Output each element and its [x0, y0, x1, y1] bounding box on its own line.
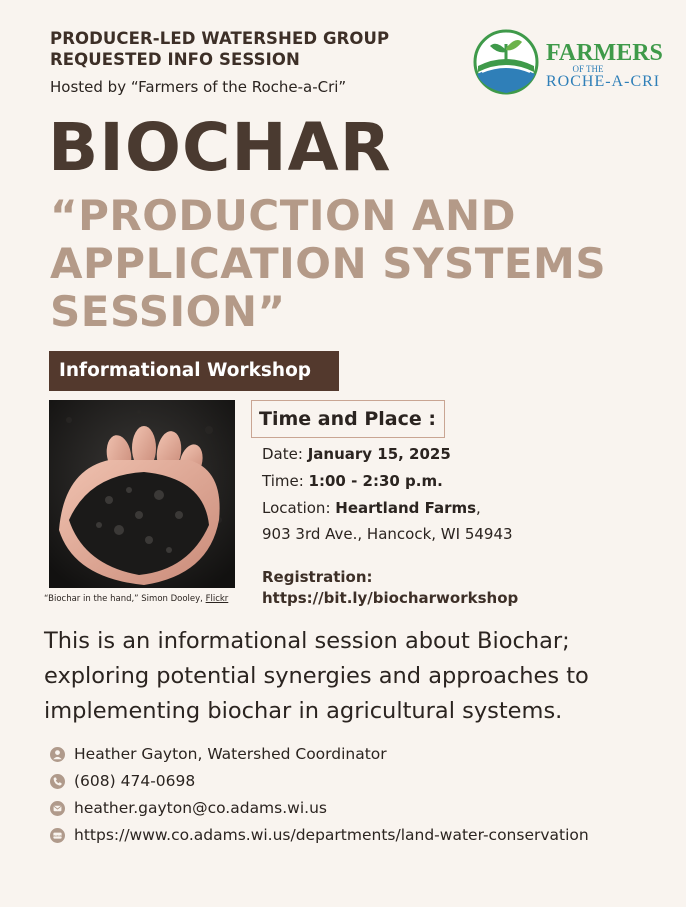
organizer-line-2: REQUESTED INFO SESSION [50, 50, 300, 69]
subtitle-line-2: APPLICATION SYSTEMS [50, 239, 607, 288]
date-line [262, 445, 451, 463]
time-place-heading: Time and Place : [251, 400, 445, 438]
subtitle-line-3: SESSION” [50, 287, 286, 336]
time-value: 1:00 - 2:30 p.m. [308, 472, 443, 490]
farmers-logo [470, 26, 665, 98]
registration-label: Registration: [262, 568, 373, 586]
location-suffix: , [476, 499, 481, 517]
host-text: Hosted by “Farmers of the Roche-a-Cri” [50, 78, 347, 96]
photo-credit-text: “Biochar in the hand,” Simon Dooley, [44, 594, 206, 604]
contact-phone-text[interactable]: (608) 474-0698 [74, 772, 196, 790]
email-icon [50, 801, 65, 816]
date-label: Date: [262, 445, 308, 463]
photo-credit-link[interactable]: Flickr [205, 594, 229, 604]
contact-person [50, 745, 387, 763]
web-icon [50, 828, 65, 843]
registration-link[interactable]: https://bit.ly/biocharworkshop [262, 589, 519, 607]
contact-person-text: Heather Gayton, Watershed Coordinator [74, 745, 387, 763]
logo-line-2: OF THE [572, 64, 604, 74]
workshop-badge: Informational Workshop [49, 351, 339, 391]
biochar-photo [49, 400, 235, 588]
contact-email-text[interactable]: heather.gayton@co.adams.wi.us [74, 799, 327, 817]
location-label: Location: [262, 499, 336, 517]
farmers-logo-icon [470, 26, 665, 98]
time-label: Time: [262, 472, 309, 490]
contact-web [50, 826, 589, 844]
photo-credit [44, 594, 228, 604]
location-line [262, 499, 481, 517]
page-title: BIOCHAR [48, 109, 392, 186]
phone-icon [50, 774, 65, 789]
contact-email [50, 799, 327, 817]
subtitle-line-1: “PRODUCTION AND [50, 191, 516, 240]
organizer-line-1: PRODUCER-LED WATERSHED GROUP [50, 29, 390, 48]
contact-web-text[interactable]: https://www.co.adams.wi.us/departments/land-water-conservation [74, 826, 589, 844]
svg-text:www: www [53, 833, 62, 838]
description-text: This is an informational session about Biochar; exploring potential synergies and approaches to implementing biochar in agricultural systems. [44, 628, 589, 724]
organizer-heading [50, 28, 389, 70]
logo-line-1: FARMERS [546, 40, 663, 66]
time-line [262, 472, 443, 490]
page-subtitle [50, 192, 606, 336]
address-line: 903 3rd Ave., Hancock, WI 54943 [262, 525, 513, 543]
logo-line-3: ROCHE-A-CRI [546, 73, 661, 90]
contact-phone [50, 772, 195, 790]
location-value: Heartland Farms [335, 499, 477, 517]
date-value: January 15, 2025 [307, 445, 451, 463]
person-icon [50, 747, 65, 762]
